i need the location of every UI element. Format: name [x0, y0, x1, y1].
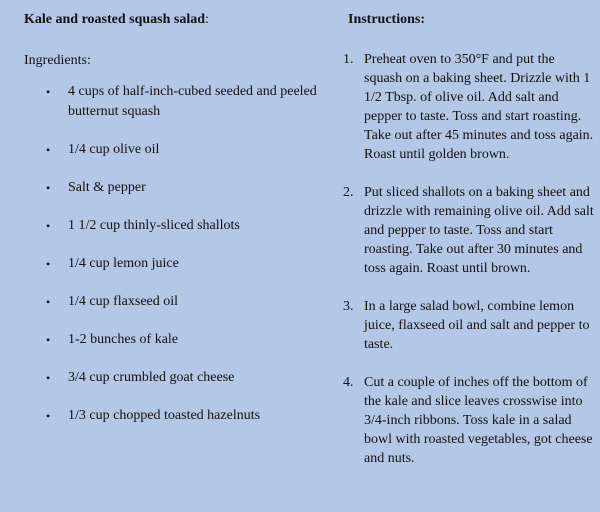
- step-number: 4.: [343, 375, 354, 390]
- ingredient-text: 1-2 bunches of kale: [68, 332, 179, 347]
- ingredient-text: 3/4 cup crumbled goat cheese: [68, 370, 235, 385]
- instructions-heading: Instructions:: [348, 12, 426, 27]
- bullet-icon: •: [46, 371, 51, 385]
- ingredient-text: 1 1/2 cup thinly-sliced shallots: [68, 218, 240, 233]
- ingredient-text: Salt & pepper: [68, 180, 146, 195]
- ingredient-item: [24, 406, 324, 426]
- ingredient-item: [24, 368, 324, 388]
- instruction-step: [340, 50, 595, 164]
- ingredients-label: Ingredients:: [24, 53, 91, 68]
- instruction-step: [340, 297, 595, 354]
- instruction-step: [340, 183, 595, 278]
- ingredient-text: 1/3 cup chopped toasted hazelnuts: [68, 408, 261, 423]
- bullet-icon: •: [46, 181, 51, 195]
- bullet-icon: •: [46, 143, 51, 157]
- ingredient-item: [24, 140, 324, 160]
- bullet-icon: •: [46, 333, 51, 347]
- bullet-icon: •: [46, 295, 51, 309]
- recipe-title-colon: :: [205, 12, 209, 27]
- ingredient-item: [24, 330, 324, 350]
- step-text: Put sliced shallots on a baking sheet and drizzle with remaining olive oil. Add salt and pepper to taste. Toss and start roasting. Take out after 30 minutes and toss again. Roast until brown.: [364, 185, 594, 276]
- instructions-column: [340, 10, 595, 487]
- bullet-icon: •: [46, 219, 51, 233]
- bullet-icon: •: [46, 409, 51, 423]
- bullet-icon: •: [46, 85, 51, 99]
- recipe-title: [24, 10, 324, 30]
- step-text: Preheat oven to 350°F and put the squash on a baking sheet. Drizzle with 1 1/2 Tbsp. of olive oil. Add salt and pepper to taste. Toss and start roasting. Take out after 45 minutes and toss again. Roast until golden brown.: [364, 52, 594, 162]
- ingredient-text: 4 cups of half-inch-cubed seeded and peeled butternut squash: [68, 84, 317, 119]
- ingredient-item: [24, 178, 324, 198]
- ingredient-item: [24, 82, 324, 122]
- step-number: 1.: [343, 52, 354, 67]
- ingredient-text: 1/4 cup flaxseed oil: [68, 294, 179, 309]
- ingredient-item: [24, 292, 324, 312]
- instructions-list: [340, 50, 595, 468]
- ingredients-list: [24, 82, 324, 426]
- step-text: In a large salad bowl, combine lemon juice, flaxseed oil and salt and pepper to taste.: [364, 299, 590, 352]
- step-text: Cut a couple of inches off the bottom of the kale and slice leaves crosswise into 3/4-inch ribbons. Toss kale in a salad bowl with roasted vegetables, got cheese and nuts.: [364, 375, 593, 466]
- ingredients-column: [24, 10, 324, 444]
- recipe-title-text: Kale and roasted squash salad: [24, 12, 206, 27]
- instruction-step: [340, 373, 595, 468]
- bullet-icon: •: [46, 257, 51, 271]
- ingredient-text: 1/4 cup lemon juice: [68, 256, 179, 271]
- ingredient-item: [24, 216, 324, 236]
- ingredient-text: 1/4 cup olive oil: [68, 142, 160, 157]
- step-number: 3.: [343, 299, 354, 314]
- step-number: 2.: [343, 185, 354, 200]
- ingredient-item: [24, 254, 324, 274]
